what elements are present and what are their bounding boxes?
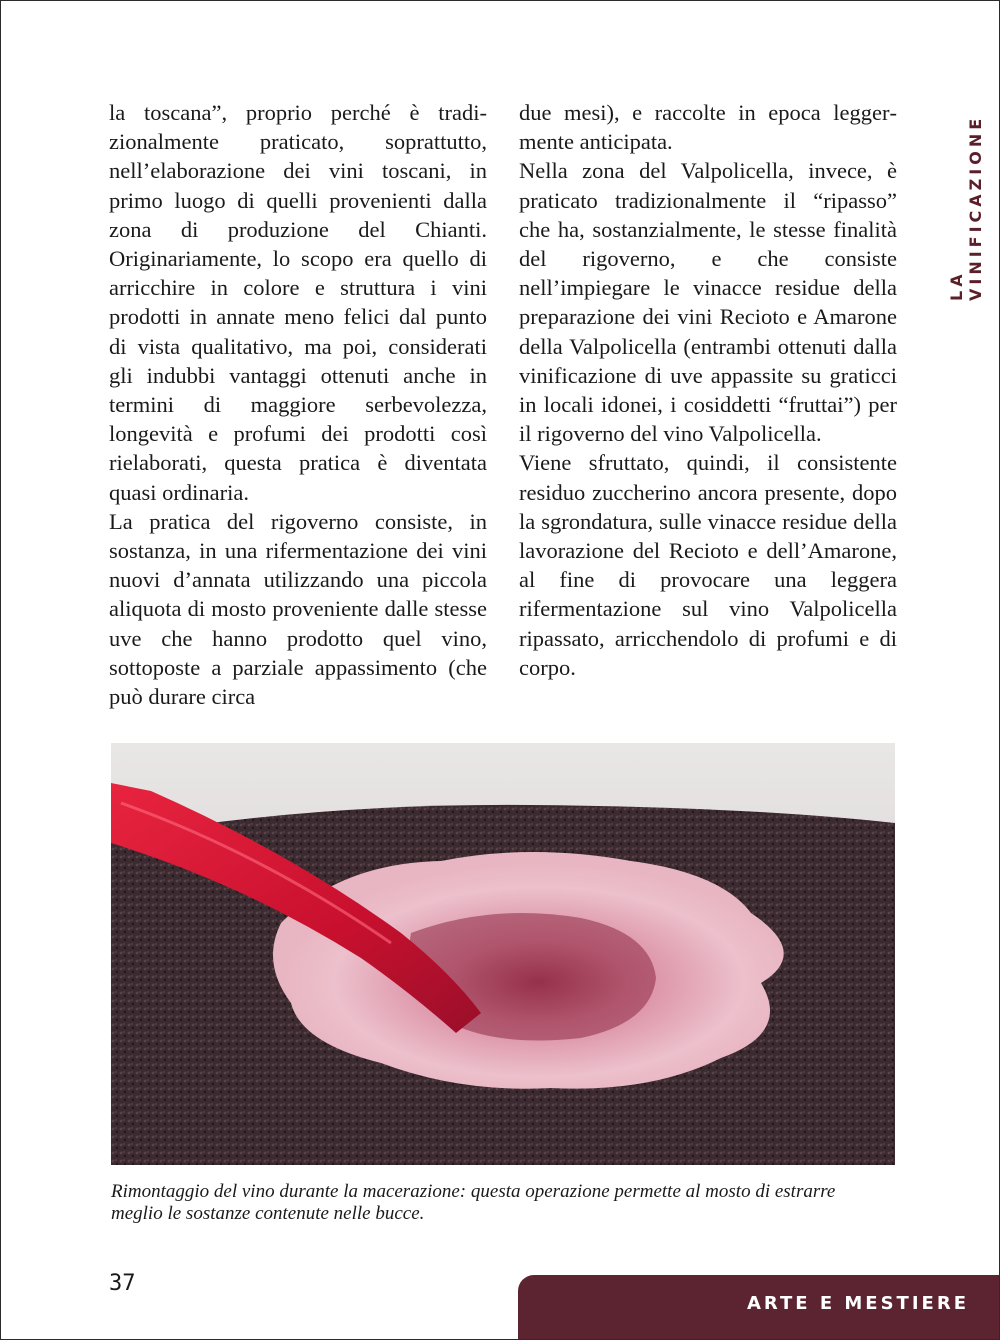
left-column bbox=[109, 98, 487, 711]
right-paragraph-3: Viene sfruttato, quindi, il consistente residuo zuccherino ancora presente, dopo la sgrondatura, sulle vinacce residue della lavorazione del Recioto e dell’Amarone, al fine di provocare una leggera rifermentazione sul vino Valpolicella ripassato, arricchendolo di profumi e di corpo. bbox=[519, 450, 897, 680]
series-label: ARTE E MESTIERE bbox=[747, 1293, 969, 1314]
page-number: 37 bbox=[109, 1271, 136, 1296]
running-head: LA VINIFICAZIONE bbox=[947, 114, 985, 301]
photo-caption: Rimontaggio del vino durante la macerazione: questa operazione permette al mosto di estrarre meglio le sostanze contenute nelle bucce. bbox=[111, 1181, 836, 1224]
photo-illustration bbox=[111, 743, 895, 1165]
left-paragraph-1: la toscana”, proprio perché è tradizionalmente praticato, soprattutto, nell’elaborazione dei vini toscani, in primo luogo di quelli provenienti dalla zona di produzione del Chianti. Originariamente, lo scopo era quello di arricchire in colore e struttura i vini prodotti in annate meno felici dal punto di vista qualitativo, ma poi, considerati gli indubbi vantaggi ottenuti anche in termini di maggiore serbevolezza, longevità e profumi dei prodotti così rielaborati, questa pratica è diventata quasi ordinaria. bbox=[109, 100, 487, 505]
right-paragraph-2: Nella zona del Valpolicella, invece, è praticato tradizionalmente il “ripasso” che ha, sostanzialmente, le stesse finalità del rigoverno, e che consiste nell’impiegare le vinacce residue della preparazione dei vini Recioto e Amarone della Valpolicella (entrambi ottenuti dalla vinificazione di uve appassite su graticci in locali idonei, i cosiddetti “fruttai”) per il rigoverno del vino Valpolicella. bbox=[519, 158, 897, 447]
left-paragraph-2: La pratica del rigoverno consiste, in sostanza, in una rifermentazione dei vini nuovi d’annata utilizzando una piccola aliquota di mosto proveniente dalle stesse uve che hanno prodotto quel vino, sottoposte a parziale appassimento (che può durare circa bbox=[109, 508, 487, 710]
wine-pumping-photo bbox=[111, 743, 895, 1165]
footer-tab bbox=[518, 1275, 1000, 1340]
right-paragraph-1: due mesi), e raccolte in epoca leggermente anticipata. bbox=[519, 100, 897, 155]
right-column bbox=[519, 98, 897, 682]
